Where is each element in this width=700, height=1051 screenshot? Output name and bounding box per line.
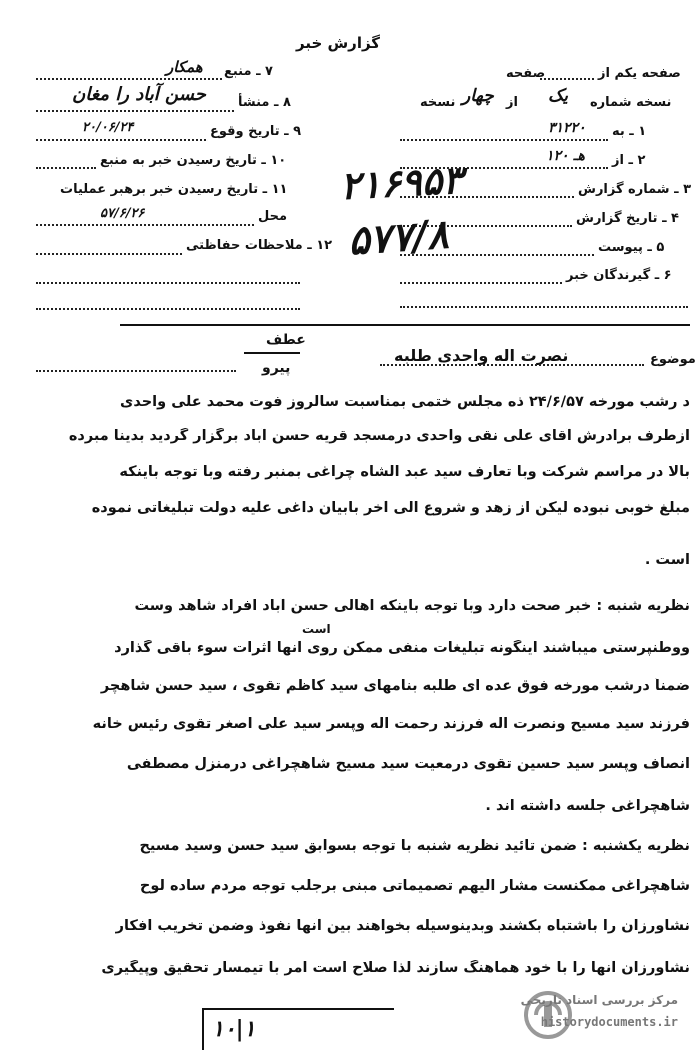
watermark-url: historydocuments.ir <box>540 1015 678 1029</box>
body-line: بالا در مراسم شرکت وبا تعارف سید عبد الشاه چراغی بمنبر رفته وبا توجه باینکه <box>119 464 690 480</box>
field-location-label: محل <box>258 209 288 224</box>
field-report-number-label: ۳ ـ شماره گزارش <box>578 182 692 197</box>
reference-label: عطف <box>266 332 306 348</box>
field-security-notes-label: ۱۲ ـ ملاحظات حفاظتی <box>186 238 333 253</box>
followup-label: پیرو <box>262 360 291 376</box>
body-line: نظریه یکشنبه : ضمن تائید نظریه شنبه با توجه بسوابق سید حسن وسید مسیح <box>139 838 690 854</box>
field-location-line <box>36 224 254 226</box>
field-received-source-line <box>36 167 96 169</box>
body-line: انصاف وپسر سید حسین تقوی درمعیت سید مسیح شاهچراغی درمنزل مصطفی <box>126 756 690 772</box>
footer-box <box>202 1008 394 1050</box>
field-origin-value: حسن آباد را مغان <box>72 84 206 105</box>
document-title: گزارش خبر <box>296 34 381 52</box>
body-line: فرزند سید مسیح ونصرت اله فرزند رحمت اله وپسر سید علی اصغر تقوی رئیس خانه <box>92 716 690 732</box>
body-line: نشاورزان را باشتباه بکشند وبدینوسیله بخواهند بین آنها نفوذ وضمن تخریب افکار <box>115 918 690 934</box>
section-divider <box>120 324 690 326</box>
field-copy-total: چهار <box>462 86 494 106</box>
field-received-ops-label: ۱۱ ـ تاریخ رسیدن خبر برهبر عملیات <box>60 182 288 197</box>
field-report-date-label: ۴ ـ تاریخ گزارش <box>576 211 679 226</box>
field-copy-label: نسخه شماره <box>590 95 672 110</box>
field-page-label: صفحه یکم از <box>598 66 681 81</box>
field-source-label: ۷ ـ منبع <box>224 64 273 79</box>
field-page-line <box>540 78 594 80</box>
body-line: نظریه شنبه : خبر صحت دارد وبا توجه باینکه اهالی حسن آباد افراد شاهد وست <box>134 598 690 614</box>
body-line: نشاورزان آنها را با خود هماهنگ سازند لذا صلاح است امر با تیمسار تحقیق وپیگیری <box>101 960 690 976</box>
field-to-line <box>400 139 608 141</box>
field-recipients-line-2 <box>400 306 688 308</box>
field-to-value: ۳۱۲۲۰ <box>548 120 586 136</box>
watermark-text: مرکز بررسی اسناد تاریخی <box>520 993 678 1007</box>
subject-left-line <box>36 370 236 372</box>
field-security-notes-line <box>36 253 182 255</box>
field-event-date-label: ۹ ـ تاریخ وقوع <box>210 124 302 139</box>
field-location-value: ۵۷/۶/۲۶ <box>100 206 145 221</box>
body-line: د رشب مورخه ۲۴/۶/۵۷ ذه مجلس ختمی بمناسبت سالروز فوت محمد علی واحدی <box>120 394 690 410</box>
reference-divider <box>244 352 300 354</box>
field-copy-suffix: نسخه <box>420 95 456 110</box>
body-line: شاهچراغی جلسه داشته اند . <box>485 798 690 814</box>
field-copy-of: از <box>506 95 518 110</box>
field-from-label: ۲ ـ از <box>612 153 646 168</box>
field-security-notes-line-3 <box>36 308 300 310</box>
subject-label: موضوع <box>650 352 696 367</box>
subject-line <box>380 364 644 366</box>
body-line: ضمناً درشب مورخه فوق عده ای طلبه بنامهای سید کاظم تقوی ، سید حسن شاهچر <box>100 678 690 694</box>
field-event-date-value: ۲۰/۰۶/۲۴ <box>82 120 134 135</box>
subject-value: نصرت اله واحدی طلبه <box>394 346 569 365</box>
field-security-notes-line-2 <box>36 282 300 284</box>
body-line: است . <box>644 552 690 568</box>
handwritten-report-number: ۲۱۶۹۵۳ <box>338 156 464 209</box>
body-inline-annotation: است <box>302 622 331 636</box>
field-origin-line <box>36 110 234 112</box>
body-line: مبلغ خوبی نبوده لیکن از زهد و شروع الی آخر بابیان داغی علیه دولت تبلیغاتی نموده <box>91 500 690 516</box>
field-origin-label: ۸ ـ منشأ <box>238 95 291 110</box>
archive-watermark <box>522 989 682 1041</box>
body-line: ووطنپرستی میباشند اینگونه تبلیغات منفی ممکن روی آنها اثرات سوء باقی گذارد <box>114 640 690 656</box>
field-recipients-line <box>400 282 562 284</box>
field-source-value: همکار <box>166 58 203 76</box>
page-mark: ۱۰|۱ <box>212 1016 256 1042</box>
field-received-source-label: ۱۰ ـ تاریخ رسیدن خبر به منبع <box>100 153 287 168</box>
field-recipients-label: ۶ ـ گیرندگان خبر <box>566 268 672 283</box>
handwritten-report-date: ۵۷۷/۸ <box>346 210 451 265</box>
field-copy-value: یک <box>548 86 568 106</box>
field-event-date-line <box>36 139 206 141</box>
field-source-line <box>36 78 222 80</box>
field-from-value: ۱۲۰ هـ <box>546 148 585 164</box>
field-page-suffix: صفحه <box>506 66 546 81</box>
body-line: شاهچراغی ممکنست مشار الیهم تصمیماتی مبنی برجلب توجه مردم ساده لوح <box>139 878 690 894</box>
field-to-label: ۱ ـ به <box>612 124 647 139</box>
body-line: ازطرف برادرش آقای علی نقی واحدی درمسجد قریه حسن آباد برگزار گردید بدینا مبرده <box>68 428 690 444</box>
field-attachment-label: ۵ ـ پیوست <box>598 240 665 255</box>
